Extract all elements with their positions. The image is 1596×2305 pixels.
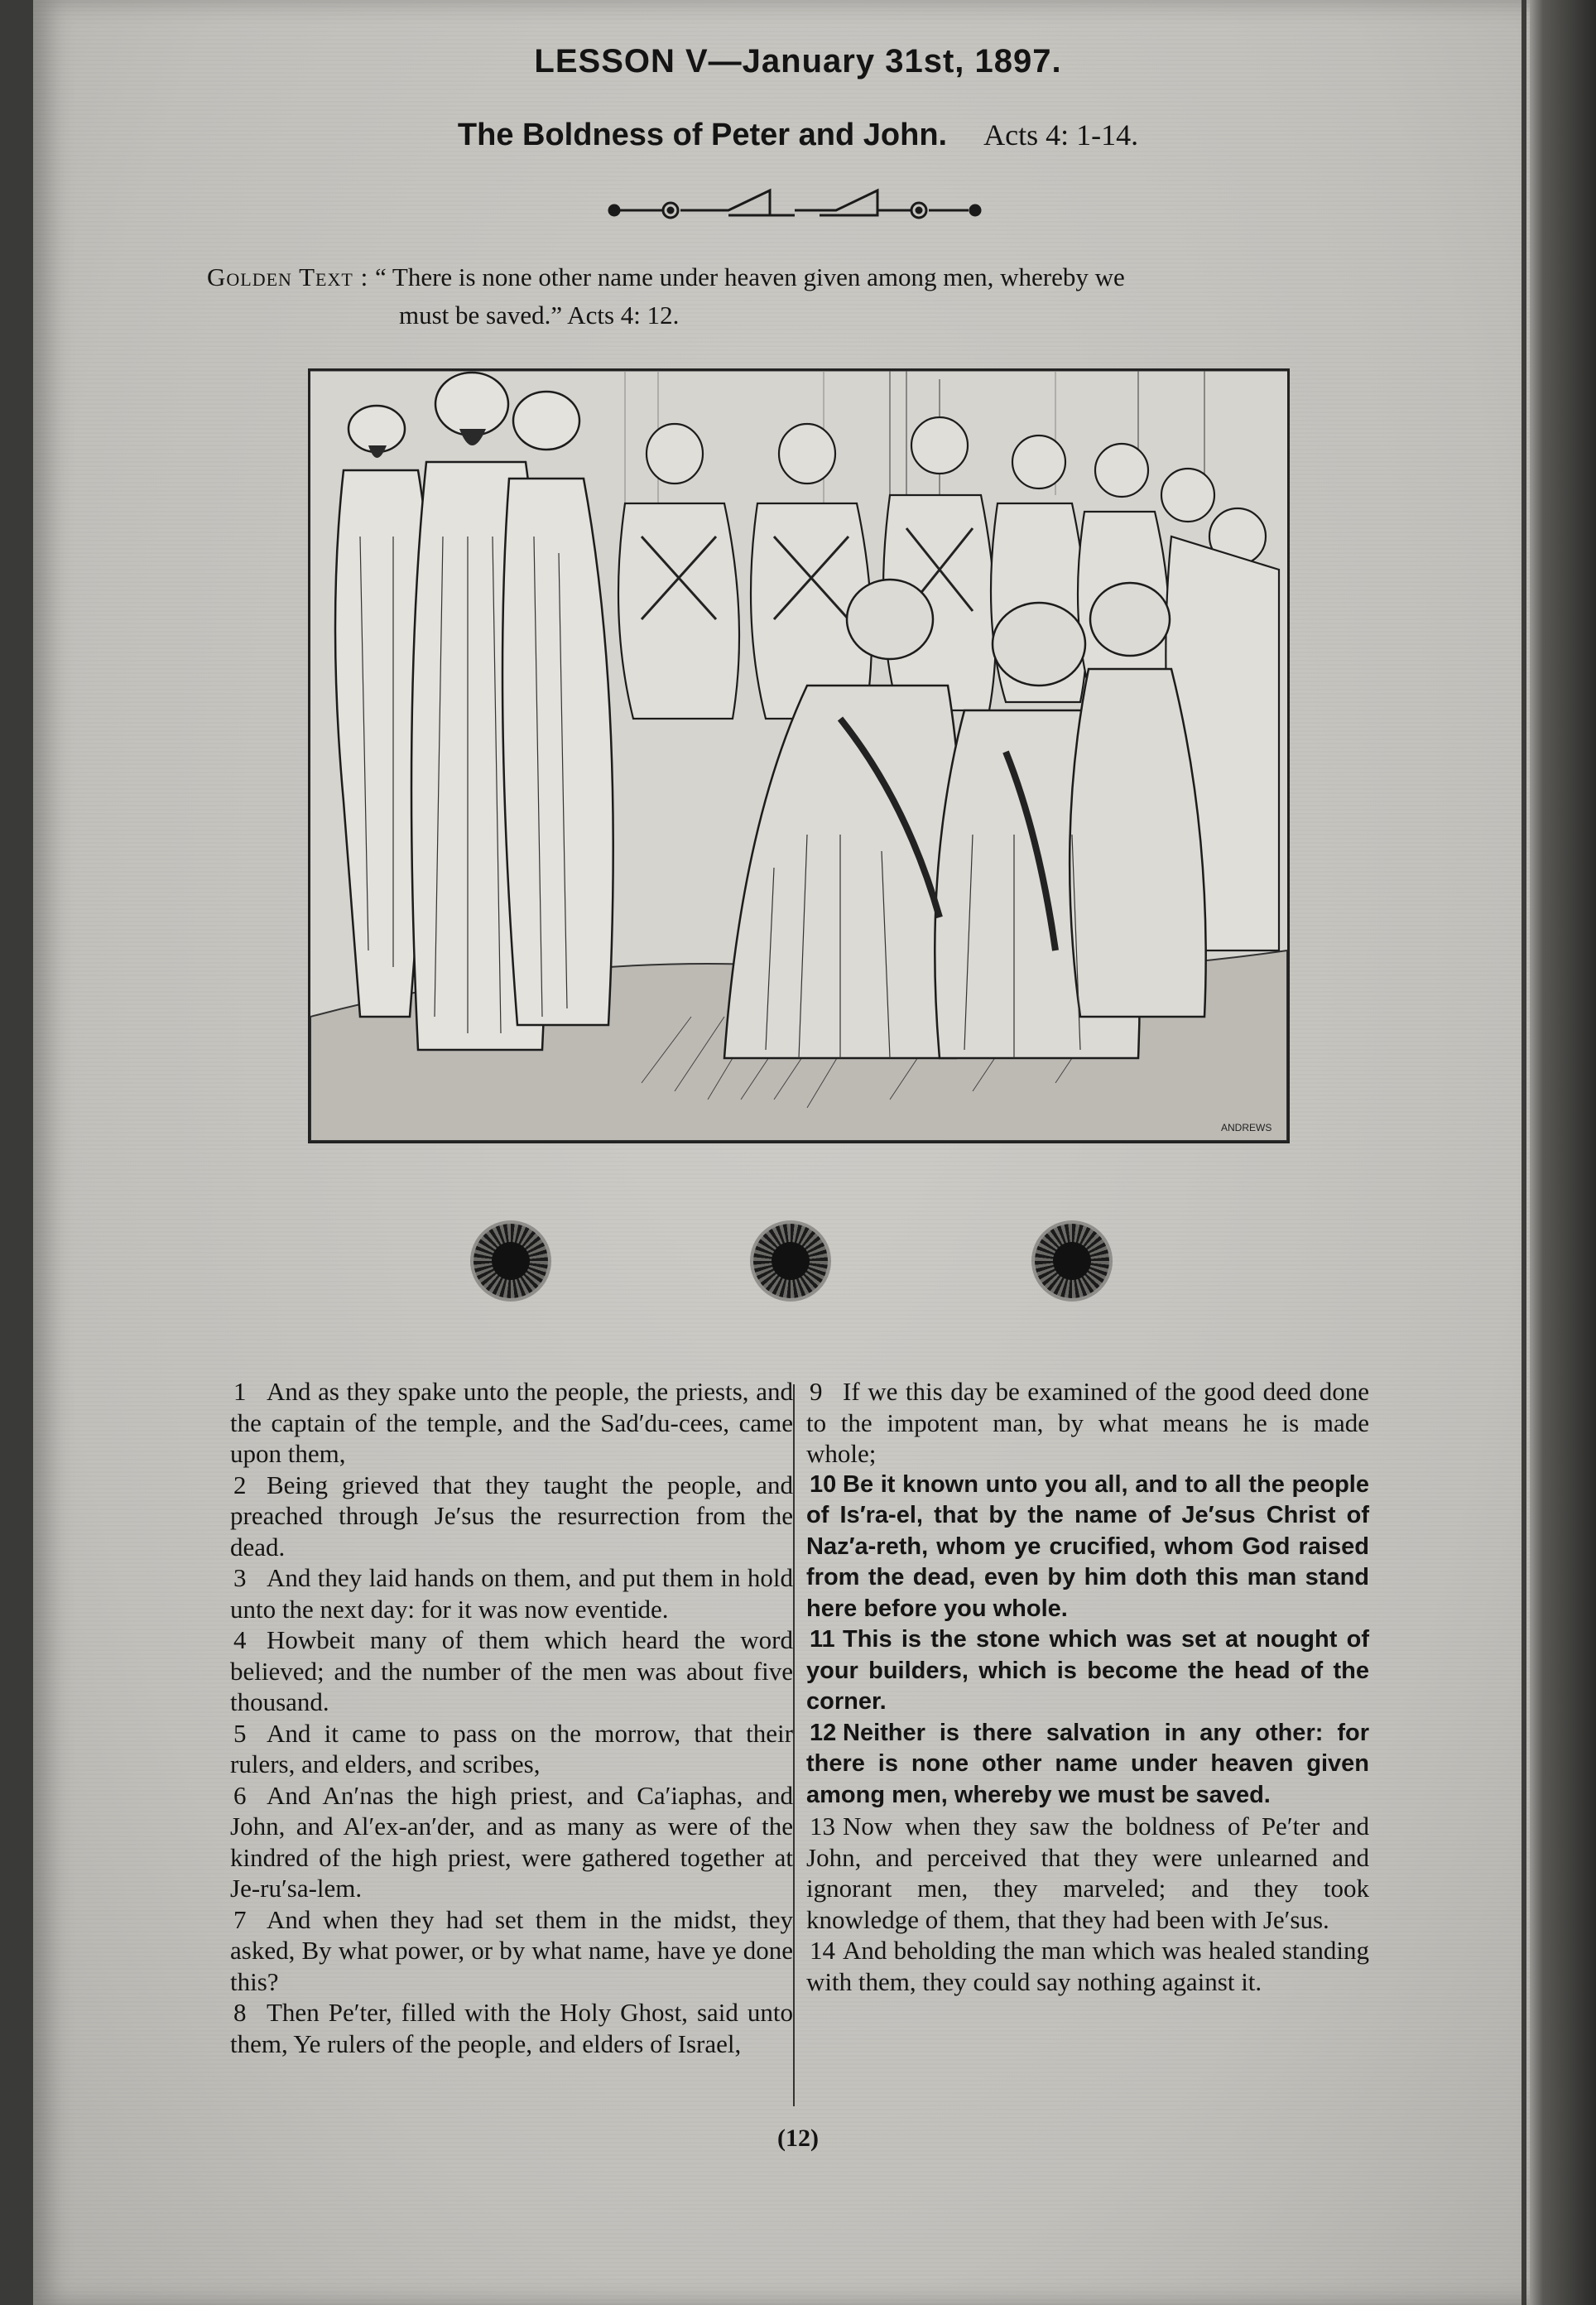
verse-text: And as they spake unto the people, the priests, and the captain of the temple, and the Sad′du-cees, came upon them, [230,1377,793,1468]
verse [230,1624,793,1718]
verse-number: 2 [233,1470,247,1499]
verse [230,1780,793,1904]
lesson-title: LESSON V—January 31st, 1897. [534,43,1062,79]
verse-text: Being grieved that they taught the people, and preached through Je′sus the resurrection from the dead. [230,1470,793,1562]
verse-number: 14 [810,1936,835,1965]
verse-text: And An′nas the high priest, and Ca′iaphas, and John, and Al′ex-an′der, and as many as were of the kindred of the high priest, were gathered together at Je-ru′sa-lem. [230,1780,793,1903]
verse-number: 1 [233,1377,247,1406]
verse-text: And beholding the man which was healed standing with them, they could say nothing against it. [806,1936,1369,1996]
lesson-subtitle-row [0,118,1596,153]
verse-emphasized [806,1624,1369,1718]
sunburst-ornament-left [474,1224,548,1298]
verse-text: And they laid hands on them, and put them in hold unto the next day: for it was now eventide. [230,1563,793,1624]
engraving-illustration [308,368,1290,1143]
verse-text: And it came to pass on the morrow, that their rulers, and elders, and scribes, [230,1718,793,1778]
verse-emphasized [806,1718,1369,1812]
sunburst-ornament-center [753,1224,828,1298]
verse-text: Howbeit many of them which heard the word believed; and the number of the men was about five thousand. [230,1625,793,1716]
column-divider [793,1384,795,2106]
verse [230,1997,793,2059]
verse-number: 9 [810,1377,823,1406]
golden-text-line-2: must be saved.” Acts 4: 12. [399,301,680,330]
verse [230,1718,793,1780]
verse [230,1904,793,1998]
verse [806,1935,1369,1997]
page-number: (12) [777,2125,819,2152]
verse-number: 12 [810,1719,837,1746]
verse-emphasized [806,1470,1369,1625]
verse-text: Then Pe′ter, filled with the Holy Ghost, said unto them, Ye rulers of the people, and elders of Israel, [230,1998,793,2058]
verse-number: 6 [233,1780,247,1810]
verse-number: 5 [233,1718,247,1748]
verse-number: 4 [233,1625,247,1654]
verse-number: 11 [810,1626,835,1653]
lesson-subtitle: The Boldness of Peter and John. [457,118,948,152]
verse-text: And when they had set them in the midst, they asked, By what power, or by what name, have ye done this? [230,1904,793,1996]
verse [230,1470,793,1563]
verse-number: 3 [233,1563,247,1592]
verse-number: 10 [810,1470,837,1498]
verse [806,1811,1369,1935]
sunburst-ornament-right [1035,1224,1109,1298]
scripture-reference: Acts 4: 1-14. [983,118,1139,152]
verse-text: Now when they saw the boldness of Pe′ter and John, and perceived that they were unlearned and ignorant men, they marveled; and they took knowledge of them, that they had been with Je′sus. [806,1812,1369,1934]
verse [230,1376,793,1470]
verse-text: If we this day be examined of the good deed done to the impotent man, by what means he is made whole; [806,1377,1369,1468]
book-binding-edge [1530,0,1596,2305]
verse-text: Be it known unto you all, and to all the people of Is′ra-el, that by the name of Je′sus Christ of Naz′a-reth, whom ye crucified, whom God raised from the dead, even by him doth this man stand here before you whole. [806,1470,1369,1622]
verse-number: 7 [233,1904,247,1934]
verse-text: Neither is there salvation in any other: for there is none other name under heaven given among men, whereby we must be saved. [806,1719,1369,1808]
scripture-column-right [806,1376,1369,1997]
golden-text [207,258,1391,334]
verse [806,1376,1369,1470]
verse-number: 13 [810,1812,835,1841]
verse-number: 8 [233,1998,247,2027]
golden-text-line-1: “ There is none other name under heaven given among men, whereby we [374,262,1125,291]
binding-line [1521,0,1526,2305]
ornament-divider [604,184,985,233]
scripture-column-left [230,1376,793,2059]
peter-john-council-illustration [310,371,1287,1141]
illustration-signature: ANDREWS [1221,1122,1272,1133]
verse-text: This is the stone which was set at nought of your builders, which is become the head of the corner. [806,1626,1369,1715]
golden-text-label: Golden Text : [207,262,369,291]
verse [230,1562,793,1624]
